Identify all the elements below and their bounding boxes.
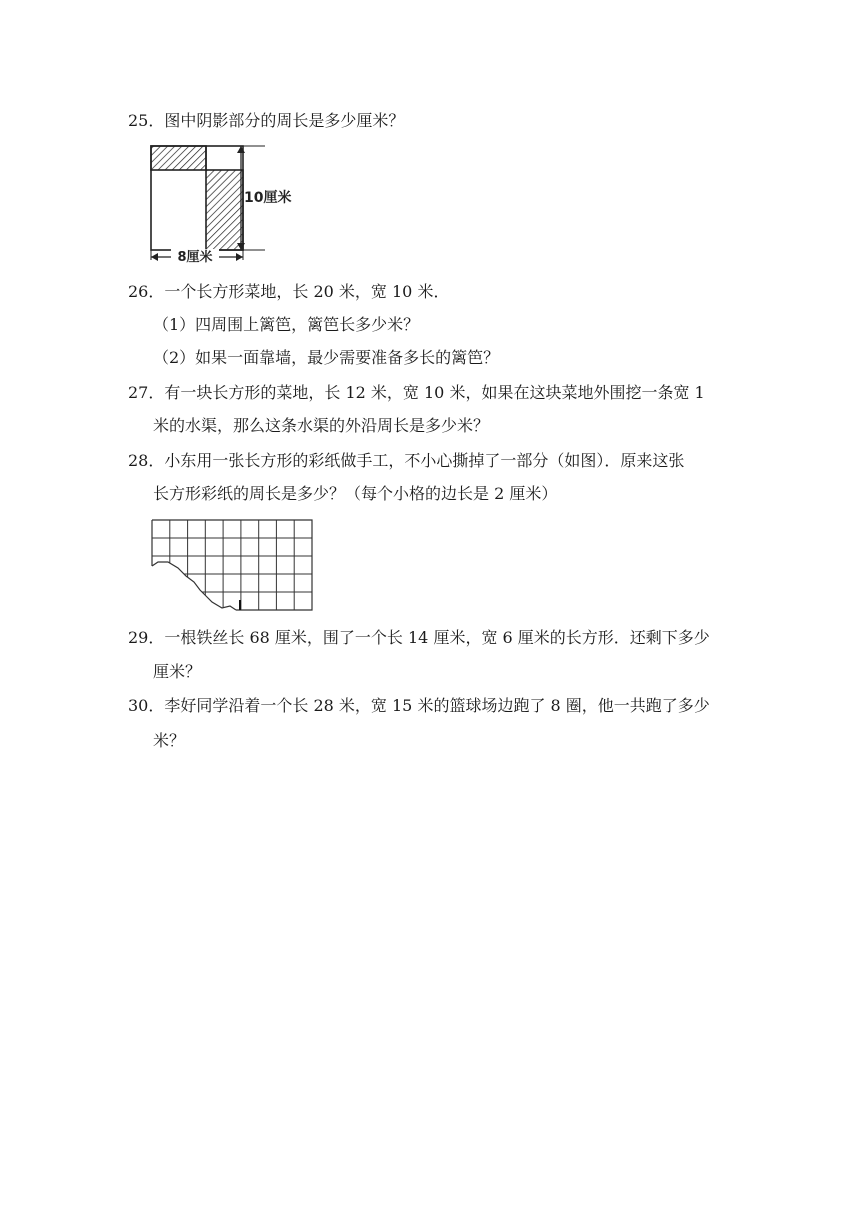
question-text: 图中阴影部分的周长是多少厘米？ xyxy=(164,111,405,130)
question-text: 一个长方形菜地，长 20 米，宽 10 米． xyxy=(164,282,450,301)
torn-paper-grid-figure xyxy=(150,518,318,614)
question-26-part-1: （1）四周围上篱笆，篱笆长多少米？ xyxy=(153,315,420,334)
question-28-line-2: 长方形彩纸的周长是多少？（每个小格的边长是 2 厘米） xyxy=(153,484,558,503)
question-30-line-2: 米？ xyxy=(153,731,186,750)
question-26 xyxy=(128,281,449,303)
height-label: 10厘米 xyxy=(244,190,292,206)
width-label: 8厘米 xyxy=(177,250,213,264)
question-29-line-2: 厘米？ xyxy=(153,662,202,681)
question-29 xyxy=(128,627,710,649)
shaded-rectangle-figure xyxy=(145,140,295,264)
question-number: 30． xyxy=(128,696,165,715)
grid-lines xyxy=(152,520,312,610)
question-number: 29． xyxy=(128,628,165,647)
right-shaded-strip xyxy=(206,170,243,250)
question-text: 小东用一张长方形的彩纸做手工，不小心撕掉了一部分（如图）．原来这张 xyxy=(164,451,685,470)
question-number: 28． xyxy=(128,451,165,470)
question-28 xyxy=(128,450,684,472)
question-25 xyxy=(128,110,404,132)
question-text: 有一块长方形的菜地，长 12 米，宽 10 米，如果在这块菜地外围挖一条宽 1 xyxy=(164,383,705,402)
question-text: 李好同学沿着一个长 28 米，宽 15 米的篮球场边跑了 8 圈，他一共跑了多少 xyxy=(164,696,710,715)
top-shaded-strip xyxy=(151,146,206,170)
question-text: 一根铁丝长 68 厘米，围了一个长 14 厘米，宽 6 厘米的长方形．还剩下多少 xyxy=(164,628,710,647)
question-number: 26． xyxy=(128,282,165,301)
question-number: 27． xyxy=(128,383,165,402)
question-30 xyxy=(128,695,710,717)
question-number: 25． xyxy=(128,111,165,130)
question-27 xyxy=(128,382,705,404)
question-26-part-2: （2）如果一面靠墙，最少需要准备多长的篱笆？ xyxy=(153,348,500,367)
question-27-line-2: 米的水渠，那么这条水渠的外沿周长是多少米？ xyxy=(153,416,490,435)
